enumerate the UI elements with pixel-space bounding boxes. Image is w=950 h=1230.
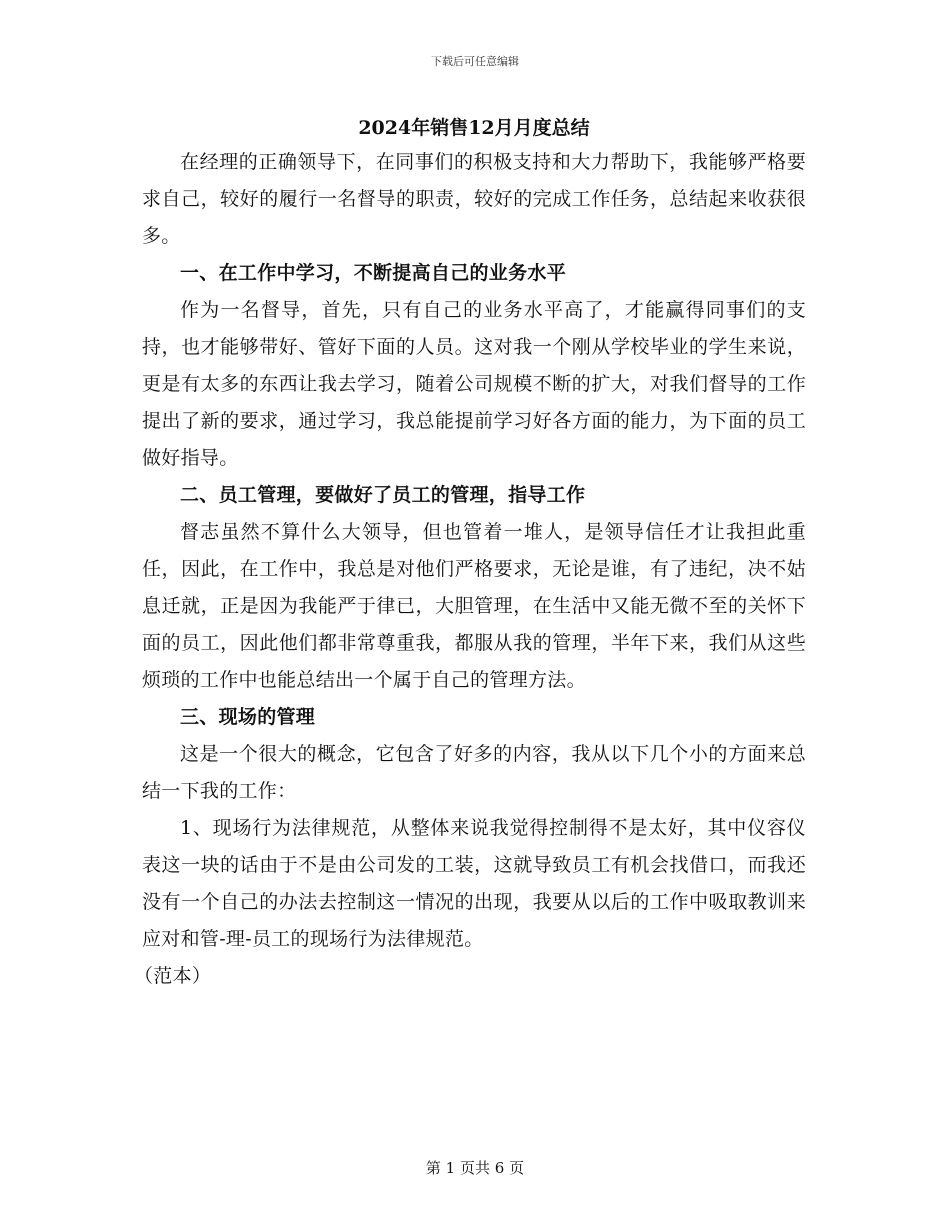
page-footer: 第 1 页共 6 页 — [425, 1159, 525, 1177]
intro-paragraph: 在经理的正确领导下，在同事们的积极支持和大力帮助下，我能够严格要求自己，较好的履行一名督导的职责，较好的完成工作任务，总结起来收获很多。 — [142, 151, 806, 247]
section-heading-3: 三、现场的管理 — [180, 706, 316, 728]
section-item-1: 1、现场行为法律规范，从整体来说我觉得控制得不是太好，其中仪容仪表这一块的话由于不是由公司发的工装，这就导致员工有机会找借口，而我还没有一个自己的办法去控制这一情况的出现，我要从以后的工作中吸取教训来应对和管-理-员工的现场行为法律规范。 — [142, 817, 806, 950]
sample-note: （范本） — [134, 965, 212, 987]
document-body — [134, 112, 806, 995]
header-note: 下载后可任意编辑 — [431, 55, 519, 68]
document-title: 2024年销售12月月度总结 — [358, 117, 590, 139]
section-heading-2: 二、员工管理，要做好了员工的管理，指导工作 — [180, 484, 586, 506]
section-body-1: 作为一名督导，首先，只有自己的业务水平高了，才能赢得同事们的支持，也才能够带好、管好下面的人员。这对我一个刚从学校毕业的学生来说，更是有太多的东西让我去学习，随着公司规模不断的扩大，对我们督导的工作提出了新的要求，通过学习，我总能提前学习好各方面的能力，为下面的员工做好指导。 — [142, 299, 806, 469]
section-body-2: 督志虽然不算什么大领导，但也管着一堆人，是领导信任才让我担此重任，因此，在工作中，我总是对他们严格要求，无论是谁，有了违纪，决不姑息迁就，正是因为我能严于律已，大胆管理，在生活中又能无微不至的关怀下面的员工，因此他们都非常尊重我，都服从我的管理，半年下来，我们从这些烦琐的工作中也能总结出一个属于自己的管理方法。 — [142, 521, 806, 691]
section-heading-1: 一、在工作中学习，不断提高自己的业务水平 — [180, 262, 567, 284]
section-body-3: 这是一个很大的概念，它包含了好多的内容，我从以下几个小的方面来总结一下我的工作： — [142, 743, 806, 802]
